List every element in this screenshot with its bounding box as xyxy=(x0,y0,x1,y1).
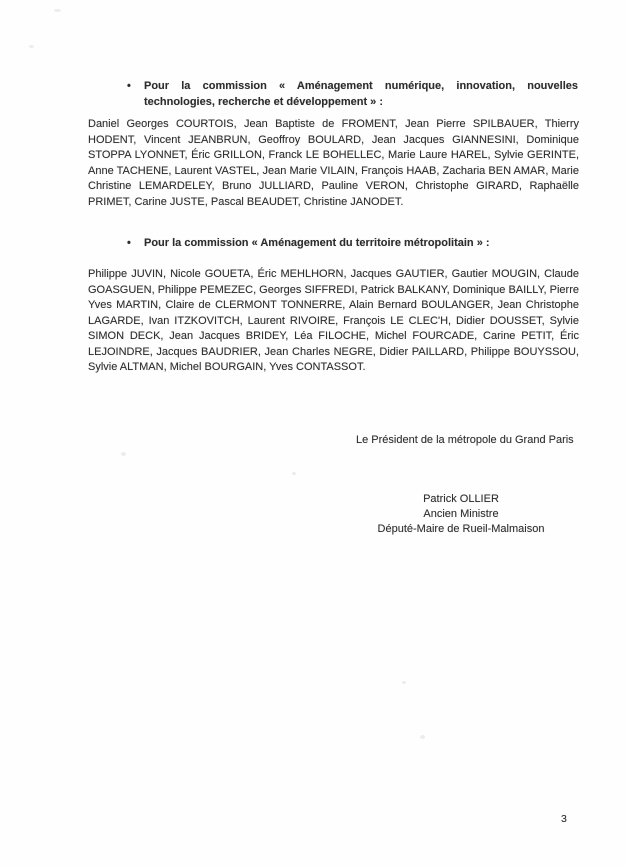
bullet-icon: • xyxy=(127,237,131,249)
commission-bullet-item-1 xyxy=(127,79,578,110)
bullet-icon: • xyxy=(127,80,131,92)
signature-block xyxy=(321,492,601,537)
commission-members-paragraph-1: Daniel Georges COURTOIS, Jean Baptiste de FROMENT, Jean Pierre SPILBAUER, Thierry HODENT, Vincent JEANBRUN, Geoffroy BOULARD, Jean Jacques GIANNESINI, Dominique STOPPA LYONNET, Éric GRILLON, Franck LE BOHELLEC, Marie Laure HAREL, Sylvie GERINTE, Anne TACHENE, Laurent VASTEL, Jean Marie VILAIN, François HAAB, Zacharia BEN AMAR, Marie Christine LEMARDELEY, Bruno JULLIARD, Pauline VERON, Christophe GIRARD, Raphaëlle PRIMET, Carine JUSTE, Pascal BEAUDET, Christine JANODET. xyxy=(88,118,579,208)
scan-speck xyxy=(54,9,61,12)
commission-heading-2: Pour la commission « Aménagement du territoire métropolitain » : xyxy=(144,237,490,249)
signatory-role-2: Député-Maire de Rueil-Malmaison xyxy=(377,523,545,535)
commission-bullet-item-2 xyxy=(127,236,578,252)
scan-speck xyxy=(420,735,425,739)
scan-speck xyxy=(121,452,126,456)
scan-speck xyxy=(402,681,406,684)
commission-members-paragraph-2: Philippe JUVIN, Nicole GOUETA, Éric MEHLHORN, Jacques GAUTIER, Gautier MOUGIN, Claude GOASGUEN, Philippe PEMEZEC, Georges SIFFREDI, Patrick BALKANY, Dominique BAILLY, Pierre Yves MARTIN, Claire de CLERMONT TONNERRE, Alain Bernard BOULANGER, Jean Christophe LAGARDE, Ivan ITZKOVITCH, Laurent RIVOIRE, François LE CLEC'H, Didier DOUSSET, Sylvie SIMON DECK, Jean Jacques BRIDEY, Léa FILOCHE, Michel FOURCADE, Carine PETIT, Éric LEJOINDRE, Jacques BAUDRIER, Jean Charles NEGRE, Didier PAILLARD, Philippe BOUYSSOU, Sylvie ALTMAN, Michel BOURGAIN, Yves CONTASSOT. xyxy=(88,268,579,374)
commission-heading-1: Pour la commission « Aménagement numérique, innovation, nouvelles technologies, recherche et développement » : xyxy=(144,80,578,108)
page-number: 3 xyxy=(561,813,567,825)
scan-speck xyxy=(292,472,296,475)
signature-title: Le Président de la métropole du Grand Paris xyxy=(356,434,574,446)
scan-speck xyxy=(29,45,34,48)
signatory-role-1: Ancien Ministre xyxy=(423,508,499,520)
signatory-name: Patrick OLLIER xyxy=(423,493,499,505)
